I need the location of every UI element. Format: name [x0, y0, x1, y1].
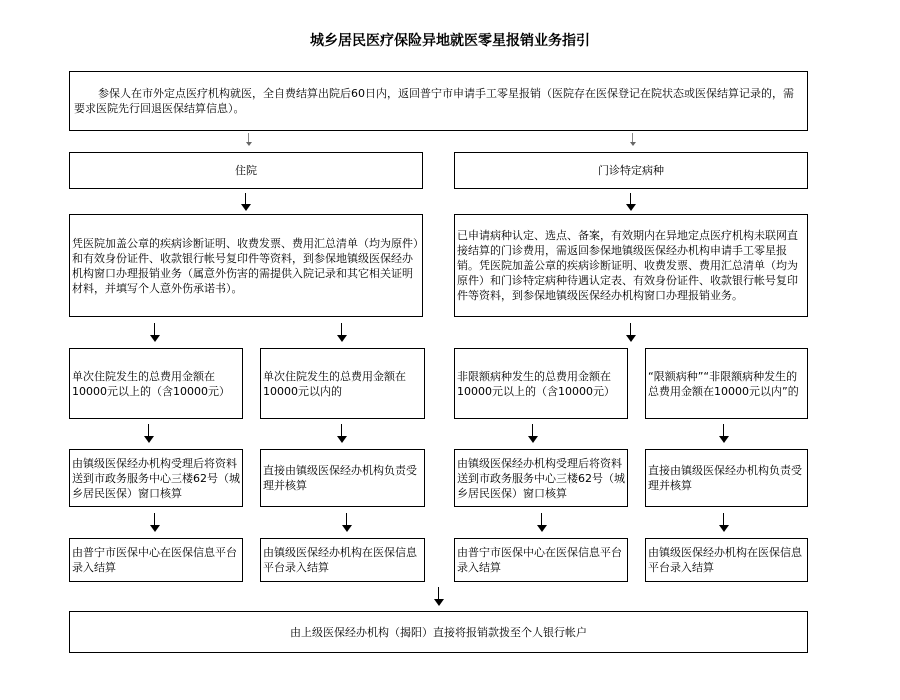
- review-municipal-2: [454, 449, 628, 507]
- arrow-review-1: [143, 424, 155, 444]
- page-title: 城乡居民医疗保险异地就医零星报销业务指引: [310, 33, 590, 49]
- branch-outpatient-label: 门诊特定病种: [598, 164, 664, 177]
- arrow-settle-3: [536, 513, 548, 533]
- review-town-1: [260, 449, 425, 507]
- materials-outpatient-text: 已申请病种认定、选点、备案，有效期内在异地定点医疗机构未联网直接结算的门诊费用，需返回参保地镇级医保经办机构申请手工零星报销。凭医院加盖公章的疾病诊断证明、收费发票、费用汇总清单（均为原件）和门诊特定病种待遇认定表、有效身份证件、收款银行帐号复印件等资料，到参保地镇级医保经办机构窗口办理报销业务。: [457, 229, 798, 302]
- review-text: 由镇级医保经办机构受理后将资料送到市政务服务中心三楼62号（城乡居民医保）窗口核算: [457, 456, 625, 500]
- condition-inpatient-under: [260, 348, 425, 419]
- review-text: 直接由镇级医保经办机构负责受理并核算: [648, 464, 802, 492]
- arrow-cond-2: [336, 323, 348, 343]
- review-text: 由镇级医保经办机构受理后将资料送到市政务服务中心三楼62号（城乡居民医保）窗口核算: [72, 456, 240, 500]
- final-text: 由上级医保经办机构（揭阳）直接将报销款拨至个人银行帐户: [290, 625, 587, 639]
- intro-box: [69, 71, 808, 131]
- review-municipal-1: [69, 449, 243, 507]
- materials-inpatient-text: 凭医院加盖公章的疾病诊断证明、收费发票、费用汇总清单（均为原件）和有效身份证件、收款银行帐号复印件等资料，到参保地镇级医保经办机构窗口办理报销业务（属意外伤害的需提供入院记录和其它相关证明材料，并填写个人意外伤承诺书）。: [72, 236, 419, 295]
- settle-town-2: [645, 538, 808, 582]
- arrow-to-outpatient: [627, 133, 639, 147]
- condition-text: “限额病种”“非限额病种发生的总费用金额在10000元以内”的: [648, 369, 799, 398]
- condition-outpatient-over: [454, 348, 628, 419]
- arrow-review-3: [527, 424, 539, 444]
- branch-inpatient-label: 住院: [235, 164, 257, 177]
- materials-outpatient: [454, 214, 808, 317]
- branch-outpatient: [454, 152, 808, 189]
- arrow-outpatient-materials: [625, 193, 637, 211]
- settle-municipal-2: [454, 538, 628, 582]
- condition-inpatient-over: [69, 348, 243, 419]
- settle-municipal-1: [69, 538, 243, 582]
- arrow-inpatient-materials: [240, 193, 252, 211]
- arrow-cond-1: [149, 323, 161, 343]
- settle-town-1: [260, 538, 425, 582]
- arrow-review-4: [718, 424, 730, 444]
- arrow-settle-1: [149, 513, 161, 533]
- intro-text: 参保人在市外定点医疗机构就医，全自费结算出院后60日内，返回普宁市申请手工零星报销（医院存在医保登记在院状态或医保结算记录的，需要求医院先行回退医保结算信息）。: [74, 87, 794, 115]
- final-box: [69, 611, 808, 653]
- condition-outpatient-under: [645, 348, 808, 419]
- review-text: 直接由镇级医保经办机构负责受理并核算: [263, 464, 417, 492]
- condition-text: 单次住院发生的总费用金额在10000元以上的（含10000元）: [72, 369, 230, 398]
- arrow-settle-4: [718, 513, 730, 533]
- arrow-final: [433, 587, 445, 607]
- arrow-review-2: [336, 424, 348, 444]
- settle-text: 由普宁市医保中心在医保信息平台录入结算: [457, 546, 622, 574]
- materials-inpatient: [69, 214, 423, 317]
- arrow-cond-3: [625, 323, 637, 343]
- arrow-to-inpatient: [243, 133, 255, 147]
- settle-text: 由镇级医保经办机构在医保信息平台录入结算: [263, 546, 417, 574]
- review-town-2: [645, 449, 808, 507]
- settle-text: 由镇级医保经办机构在医保信息平台录入结算: [648, 546, 802, 574]
- condition-text: 非限额病种发生的总费用金额在10000元以上的（含10000元）: [457, 369, 615, 398]
- arrow-settle-2: [341, 513, 353, 533]
- settle-text: 由普宁市医保中心在医保信息平台录入结算: [72, 546, 237, 574]
- condition-text: 单次住院发生的总费用金额在10000元以内的: [263, 369, 406, 398]
- branch-inpatient: [69, 152, 423, 189]
